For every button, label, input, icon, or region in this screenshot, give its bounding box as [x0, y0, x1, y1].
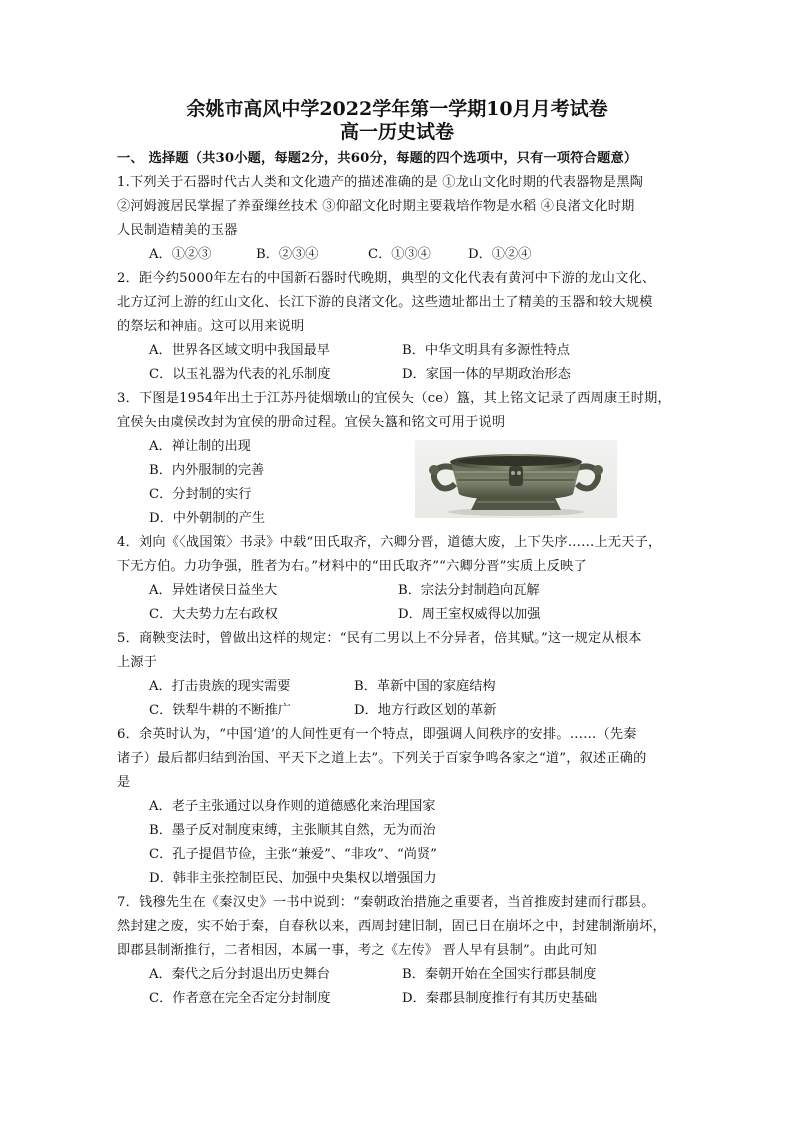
exam-subtitle: 高一历史试卷 [339, 121, 454, 143]
question-line: 1.下列关于石器时代古人类和文化遗产的描述准确的是 ①龙山文化时期的代表器物是黑陶 [117, 175, 644, 190]
option-d: D．秦郡县制度推行有其历史基础 [402, 991, 598, 1006]
question-line: 2．距今约5000年左右的中国新石器时代晚期，典型的文化代表有黄河中下游的龙山文化、 [117, 271, 656, 286]
option-c: C．①③④ [368, 247, 431, 262]
question-line: 7．钱穆先生在《秦汉史》一书中说到：“秦朝政治措施之重要者，当首推废封建而行郡县。 [117, 895, 655, 910]
option-b: B．②③④ [256, 247, 319, 262]
question-line: 4．刘向《〈战国策〉书录》中载“田氏取齐，六卿分晋，道德大废，上下失序……上无天子， [117, 535, 662, 550]
option-a: A．老子主张通过以身作则的道德感化来治理国家 [149, 799, 436, 814]
option-a: A．打击贵族的现实需要 [149, 679, 291, 694]
question-line: 然封建之废，实不始于秦，自春秋以来，西周封建旧制，固已日在崩坏之中，封建制渐崩坏， [117, 919, 666, 934]
question-line: 下无方伯。力功争强，胜者为右。”材料中的“田氏取齐”“六卿分晋”实质上反映了 [117, 559, 587, 574]
option-a: A．①②③ [149, 247, 212, 262]
option-d: D．家国一体的早期政治形态 [402, 367, 571, 382]
option-b: B．墨子反对制度束缚，主张顺其自然，无为而治 [149, 823, 436, 838]
question-line: 上源于 [117, 655, 158, 670]
option-d: D．韩非主张控制臣民、加强中央集权以增强国力 [149, 871, 437, 886]
option-c: C．大夫势力左右政权 [149, 607, 278, 622]
option-c: C．以玉礼器为代表的礼乐制度 [149, 367, 331, 382]
question-line: ②河姆渡居民掌握了养蚕缫丝技术 ③仰韶文化时期主要栽培作物是水稻 ④良渚文化时期 [117, 199, 635, 214]
section-heading: 一、 选择题（共30小题，每题2分，共60分，每题的四个选项中，只有一项符合题意） [117, 151, 638, 166]
question-line: 3．下图是1954年出土于江苏丹徒烟墩山的宜侯夨（ce）簋，其上铭文记录了西周康王时期， [117, 391, 671, 406]
option-b: B．革新中国的家庭结构 [354, 679, 496, 694]
option-a: A．禅让制的出现 [149, 439, 251, 454]
option-a: A．异姓诸侯日益坐大 [149, 583, 278, 598]
option-d: D．中外朝制的产生 [149, 511, 266, 526]
question-line: 宜侯夨由虞侯改封为宜侯的册命过程。宜侯夨簋和铭文可用于说明 [117, 415, 506, 430]
option-a: A．世界各区域文明中我国最早 [149, 343, 330, 358]
exam-title: 余姚市高风中学2022学年第一学期10月月考试卷 [186, 98, 608, 120]
bronze-vessel-illustration [415, 440, 617, 518]
question-line: 北方辽河上游的红山文化、长江下游的良渚文化。这些遗址都出土了精美的玉器和较大规模 [117, 295, 653, 310]
option-d: D．周王室权威得以加强 [398, 607, 541, 622]
option-c: C．铁犁牛耕的不断推广 [149, 703, 291, 718]
question-line: 6．余英时认为，“中国‘道’的人间性更有一个特点，即强调人间秩序的安排。……（先秦 [117, 727, 637, 742]
option-d: D．①②④ [468, 247, 532, 262]
question-line: 诸子）最后都归结到治国、平天下之道上去”。下列关于百家争鸣各家之“道”，叙述正确的 [117, 751, 647, 766]
question-line: 即郡县制渐推行，二者相因，本属一事，考之《左传》 晋人早有县制”。由此可知 [117, 943, 597, 958]
option-b: B．中华文明具有多源性特点 [402, 343, 570, 358]
question-line: 是 [117, 775, 131, 790]
option-b: B．宗法分封制趋向瓦解 [398, 583, 540, 598]
option-c: C．作者意在完全否定分封制度 [149, 991, 331, 1006]
option-a: A．秦代之后分封退出历史舞台 [149, 967, 330, 982]
option-c: C．分封制的实行 [149, 487, 252, 502]
option-b: B．内外服制的完善 [149, 463, 265, 478]
option-c: C．孔子提倡节俭，主张“兼爱”、“非攻”、“尚贤” [149, 847, 437, 862]
option-b: B．秦朝开始在全国实行郡县制度 [402, 967, 597, 982]
bronze-gui-vessel-photo [415, 440, 617, 518]
question-line: 5．商鞅变法时，曾做出这样的规定：“民有二男以上不分异者，倍其赋。”这一规定从根本 [117, 631, 642, 646]
option-d: D．地方行政区划的革新 [354, 703, 497, 718]
question-line: 人民制造精美的玉器 [117, 223, 238, 238]
question-line: 的祭坛和神庙。这可以用来说明 [117, 319, 305, 334]
